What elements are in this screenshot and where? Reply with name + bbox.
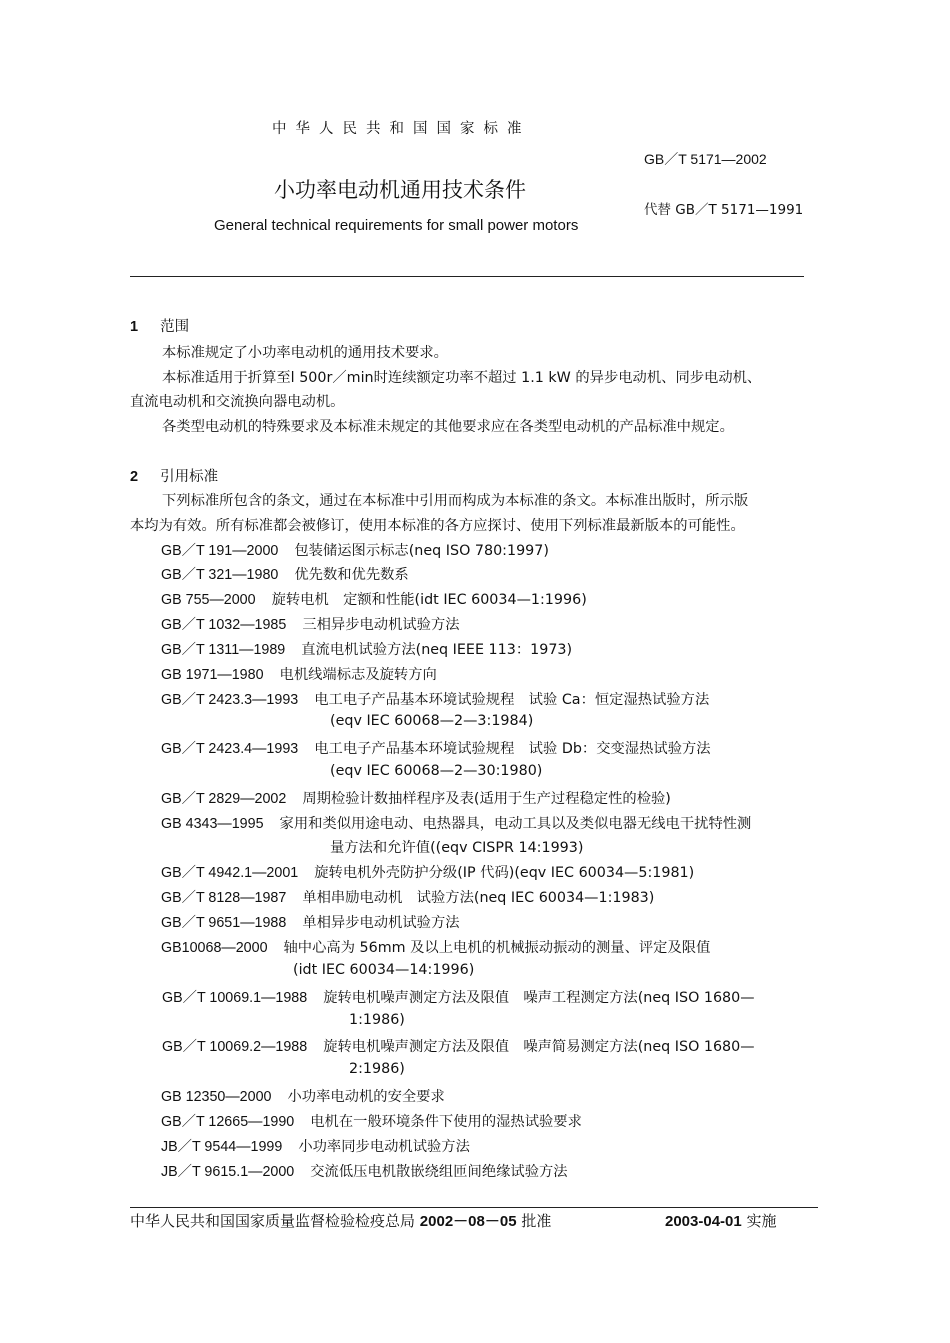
reference-item (161, 738, 711, 758)
reference-item (161, 1111, 582, 1131)
reference-title: 电工电子产品基本环境试验规程 试验 Ca：恒定湿热试验方法 (314, 692, 710, 708)
reference-item (161, 540, 549, 560)
document-title-en: General technical requirements for small power motors (214, 217, 579, 234)
reference-title: 周期检验计数抽样程序及表(适用于生产过程稳定性的检验) (302, 791, 671, 807)
reference-item (161, 614, 460, 634)
reference-code: GB／T 2423.3—1993 (161, 692, 299, 708)
reference-title: 单相异步电动机试验方法 (302, 915, 460, 931)
reference-code: GB 1971—1980 (161, 667, 264, 683)
reference-code: GB 755—2000 (161, 592, 256, 608)
reference-title: 交流低压电机散嵌绕组匝间绝缘试验方法 (310, 1164, 568, 1180)
implementation-line (665, 1210, 777, 1231)
section-2-intro: 下列标准所包含的条文，通过在本标准中引用而构成为本标准的条文。本标准出版时，所示版 (162, 493, 749, 509)
reference-code: JB／T 9544—1999 (161, 1139, 283, 1155)
reference-title: 旋转电机外壳防护分级(IP 代码)(eqv IEC 60034—5:1981) (314, 865, 695, 881)
reference-item (161, 912, 460, 932)
reference-title: 电机在一般环境条件下使用的湿热试验要求 (310, 1114, 582, 1130)
reference-title: 电工电子产品基本环境试验规程 试验 Db：交变湿热试验方法 (314, 741, 711, 757)
footer-divider (130, 1207, 818, 1208)
section-number: 1 (130, 319, 139, 335)
replaces-standard: 代替 GB／T 5171—1991 (644, 202, 804, 218)
reference-continuation: 2:1986) (349, 1061, 405, 1077)
reference-continuation: (eqv IEC 60068—2—3:1984) (330, 713, 534, 729)
section-1-paragraph: 本标准规定了小功率电动机的通用技术要求。 (162, 345, 448, 361)
reference-item (161, 589, 587, 609)
section-1-paragraph: 本标准适用于折算至l 500r／min时连续额定功率不超过 1.1 kW 的异步电动机、同步电动机、 (162, 370, 762, 386)
reference-item (161, 788, 671, 808)
reference-code: GB／T 10069.1—1988 (162, 990, 308, 1006)
reference-title: 三相异步电动机试验方法 (302, 617, 460, 633)
reference-title: 小功率电动机的安全要求 (287, 1089, 445, 1105)
issuing-authority: 中华人民共和国国家质量监督检验检疫总局 (130, 1212, 416, 1230)
reference-title: 小功率同步电动机试验方法 (298, 1139, 470, 1155)
section-title: 引用标准 (160, 469, 219, 485)
reference-title: 直流电机试验方法(neq IEEE 113：1973) (301, 642, 573, 658)
reference-item (161, 862, 694, 882)
reference-title: 包装储运图示标志(neq ISO 780:1997) (294, 543, 549, 559)
reference-code: GB10068—2000 (161, 940, 268, 956)
reference-continuation: (idt IEC 60034—14:1996) (293, 962, 475, 978)
reference-title: 旋转电机噪声测定方法及限值 噪声工程测定方法(neq ISO 1680— (323, 990, 755, 1006)
section-1-paragraph: 直流电动机和交流换向器电动机。 (130, 394, 345, 410)
reference-code: GB／T 8128—1987 (161, 890, 287, 906)
approval-label: 批准 (521, 1212, 552, 1230)
reference-code: GB 4343—1995 (161, 816, 264, 832)
section-number: 2 (130, 469, 139, 485)
reference-item (161, 689, 709, 709)
reference-code: GB／T 321—1980 (161, 567, 279, 583)
reference-code: GB 12350—2000 (161, 1089, 272, 1105)
implementation-label: 实施 (746, 1212, 777, 1230)
reference-code: GB／T 2423.4—1993 (161, 741, 299, 757)
reference-code: JB／T 9615.1—2000 (161, 1164, 295, 1180)
reference-code: GB／T 2829—2002 (161, 791, 287, 807)
reference-item (161, 1086, 445, 1106)
reference-item (161, 887, 654, 907)
reference-item (161, 564, 409, 584)
reference-title: 单相串励电动机 试验方法(neq IEC 60034—1:1983) (302, 890, 655, 906)
reference-title: 旋转电机 定额和性能(idt IEC 60034—1:1996) (271, 592, 587, 608)
reference-continuation: 量方法和允许值((eqv CISPR 14:1993) (330, 840, 584, 856)
reference-code: GB／T 4942.1—2001 (161, 865, 299, 881)
reference-item (161, 639, 572, 659)
reference-code: GB／T 9651—1988 (161, 915, 287, 931)
reference-code: GB／T 10069.2—1988 (162, 1039, 308, 1055)
section-1-paragraph: 各类型电动机的特殊要求及本标准未规定的其他要求应在各类型电动机的产品标准中规定。 (162, 419, 734, 435)
implementation-date: 2003-04-01 (665, 1213, 742, 1230)
standard-number: GB／T 5171—2002 (644, 151, 767, 167)
reference-title: 轴中心高为 56mm 及以上电机的机械振动振动的测量、评定及限值 (283, 940, 711, 956)
section-2-heading (130, 465, 218, 486)
reference-item (161, 937, 710, 957)
reference-title: 电机线端标志及旋转方向 (279, 667, 437, 683)
reference-title: 优先数和优先数系 (294, 567, 409, 583)
reference-continuation: 1:1986) (349, 1012, 405, 1028)
approval-line (130, 1210, 551, 1231)
reference-item (161, 664, 437, 684)
reference-continuation: (eqv IEC 60068—2—30:1980) (330, 763, 543, 779)
reference-title: 家用和类似用途电动、电热器具，电动工具以及类似电器无线电干扰特性测 (279, 816, 752, 832)
reference-title: 旋转电机噪声测定方法及限值 噪声简易测定方法(neq ISO 1680— (323, 1039, 755, 1055)
header-divider (130, 276, 804, 277)
reference-code: GB／T 1311—1989 (161, 642, 286, 658)
reference-code: GB／T 1032—1985 (161, 617, 287, 633)
section-1-heading (130, 315, 189, 336)
reference-item (162, 987, 755, 1007)
reference-item (161, 1161, 568, 1181)
document-title-cn: 小功率电动机通用技术条件 (274, 178, 526, 202)
reference-item (161, 813, 751, 833)
reference-code: GB／T 191—2000 (161, 543, 279, 559)
country-standard-heading: 中华人民共和国国家标准 (272, 121, 531, 137)
section-2-intro: 本均为有效。所有标准都会被修订，使用本标准的各方应探讨、使用下列标准最新版本的可能性。 (130, 518, 745, 534)
approval-date: 2002－08－05 (419, 1213, 517, 1230)
reference-item (162, 1036, 755, 1056)
reference-item (161, 1136, 470, 1156)
reference-code: GB／T 12665—1990 (161, 1114, 295, 1130)
section-title: 范围 (160, 319, 190, 335)
